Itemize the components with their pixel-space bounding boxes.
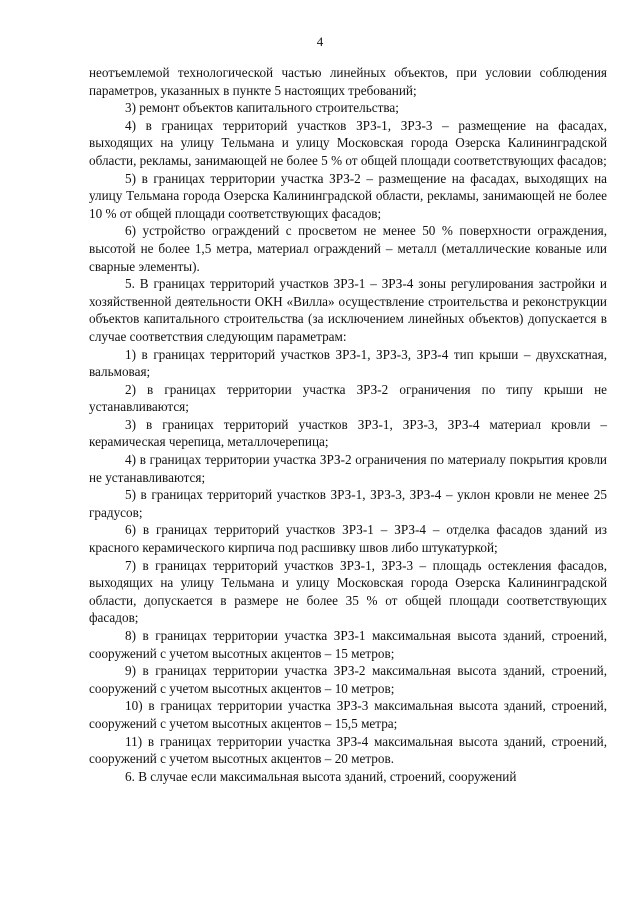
- paragraph: неотъемлемой технологической частью линейных объектов, при условии соблюдения параметров, указанных в пункте 5 настоящих требований;: [89, 65, 607, 98]
- paragraph: 2) в границах территории участка ЗРЗ-2 ограничения по типу крыши не устанавливаются;: [89, 381, 607, 415]
- paragraph: 8) в границах территории участка ЗРЗ-1 максимальная высота зданий, строений, сооружений с учетом высотных акцентов – 15 метров;: [89, 628, 607, 661]
- paragraph: 4) в границах территории участка ЗРЗ-2 ограничения по материалу покрытия кровли не устанавливаются;: [89, 452, 607, 485]
- paragraph: 5) в границах территории участка ЗРЗ-2 – размещение на фасадах, выходящих на улицу Тельмана города Озерска Калининградской области, рекламы, занимающей не более 10 % от общей площади соответствующих фасадов;: [89, 170, 607, 221]
- paragraph: 6) в границах территорий участков ЗРЗ-1 – ЗРЗ-4 – отделка фасадов зданий из красного керамического кирпича под расшивку швов либо штукатуркой;: [89, 522, 607, 556]
- paragraph: 5) в границах территорий участков ЗРЗ-1, ЗРЗ-3, ЗРЗ-4 – уклон кровли не менее 25 градусов;: [89, 487, 607, 520]
- paragraph: 6) устройство ограждений с просветом не менее 50 % поверхности ограждения, высотой не более 1,5 метра, материал ограждений – металл (металлические кованые или сварные элементы).: [89, 223, 607, 274]
- paragraph: 5. В границах территорий участков ЗРЗ-1 – ЗРЗ-4 зоны регулирования застройки и хозяйственной деятельности ОКН «Вилла» осуществление строительства и реконструкции объектов капитального строительства (за исключением линейных объектов) допускается в случае соответствия следующим параметрам:: [89, 276, 607, 344]
- paragraph: 3) в границах территорий участков ЗРЗ-1, ЗРЗ-3, ЗРЗ-4 материал кровли – керамическая черепица, металлочерепица;: [89, 416, 607, 450]
- paragraph: 10) в границах территории участка ЗРЗ-3 максимальная высота зданий, строений, сооружений с учетом высотных акцентов – 15,5 метра;: [89, 698, 607, 731]
- paragraph: 1) в границах территорий участков ЗРЗ-1, ЗРЗ-3, ЗРЗ-4 тип крыши – двухскатная, вальмовая;: [89, 346, 607, 380]
- page-number: 4: [316, 34, 324, 49]
- document-body: [89, 64, 607, 785]
- paragraph: 3) ремонт объектов капитального строительства;: [125, 100, 399, 116]
- paragraph: 11) в границах территории участка ЗРЗ-4 максимальная высота зданий, строений, сооружений с учетом высотных акцентов – 20 метров.: [89, 733, 607, 767]
- paragraph: 9) в границах территории участка ЗРЗ-2 максимальная высота зданий, строений, сооружений с учетом высотных акцентов – 10 метров;: [89, 663, 607, 696]
- paragraph: 4) в границах территорий участков ЗРЗ-1, ЗРЗ-3 – размещение на фасадах, выходящих на улицу Тельмана и улицу Московская города Озерска Калининградской области, рекламы, занимающей не более 5 % от общей площади соответствующих фасадов;: [89, 117, 607, 168]
- paragraph: 6. В случае если максимальная высота зданий, строений, сооружений: [125, 768, 517, 784]
- paragraph: 7) в границах территорий участков ЗРЗ-1, ЗРЗ-3 – площадь остекления фасадов, выходящих на улицу Тельмана и улицу Московская города Озерска Калининградской области, допускается в размере не более 35 % от общей площади соответствующих фасадов;: [89, 557, 607, 626]
